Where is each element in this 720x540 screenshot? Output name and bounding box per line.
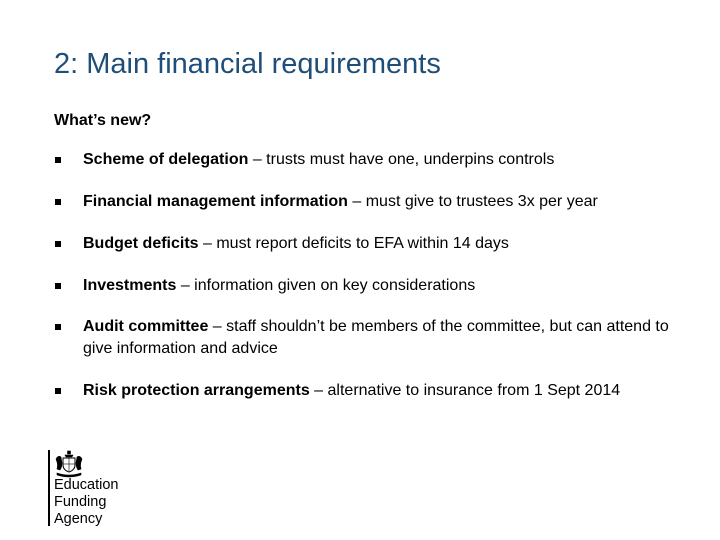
square-bullet-icon [55, 241, 61, 247]
bullet-term: Audit committee [83, 318, 209, 335]
bullet-detail: – information given on key considerations [176, 277, 476, 294]
square-bullet-icon [55, 388, 61, 394]
bullet-text [83, 316, 695, 360]
bullet-item-financial-management-information [55, 191, 695, 213]
bullet-term: Budget deficits [83, 235, 199, 252]
logo-line: Agency [54, 511, 103, 527]
bullet-detail: – must report deficits to EFA within 14 days [198, 235, 509, 252]
bullet-text [83, 275, 695, 297]
bullet-text [83, 149, 695, 171]
bullet-detail: – alternative to insurance from 1 Sept 2014 [309, 382, 621, 399]
square-bullet-icon [55, 324, 61, 330]
logo-line: Funding [54, 494, 107, 510]
bullet-text [83, 233, 695, 255]
bullet-term: Investments [83, 277, 177, 294]
square-bullet-icon [55, 283, 61, 289]
bullet-item-audit-committee [55, 316, 695, 360]
logo-wordmark [54, 477, 119, 528]
bullet-term: Risk protection arrangements [83, 382, 310, 399]
bullet-text [83, 380, 695, 402]
square-bullet-icon [55, 157, 61, 163]
square-bullet-icon [55, 199, 61, 205]
slide-subheading: What’s new? [54, 112, 152, 129]
royal-crest-icon [54, 450, 84, 478]
bullet-item-investments [55, 275, 695, 297]
logo-line: Education [54, 477, 119, 493]
bullet-detail: – must give to trustees 3x per year [347, 193, 598, 210]
bullet-term: Scheme of delegation [83, 151, 249, 168]
bullet-detail: – staff shouldn’t be members of the committee, but can attend to give information and advice [83, 318, 669, 357]
education-funding-agency-logo [48, 450, 158, 528]
bullet-item-scheme-of-delegation [55, 149, 695, 171]
bullet-detail: – trusts must have one, underpins controls [248, 151, 555, 168]
bullet-item-risk-protection-arrangements [55, 380, 695, 402]
logo-divider [48, 450, 50, 526]
slide-title: 2: Main financial requirements [54, 48, 441, 80]
bullet-term: Financial management information [83, 193, 348, 210]
bullet-text [83, 191, 695, 213]
bullet-item-budget-deficits [55, 233, 695, 255]
